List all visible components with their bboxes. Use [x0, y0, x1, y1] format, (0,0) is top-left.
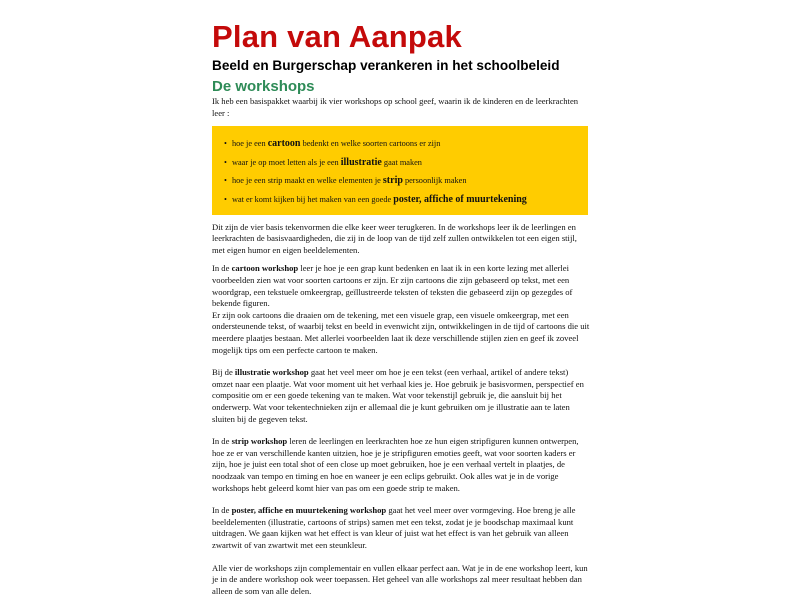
- spacer: [212, 356, 590, 367]
- label-strip-workshop: strip workshop: [231, 436, 288, 447]
- spacer: [212, 494, 590, 505]
- paragraph-cartoon-workshop: In de cartoon workshop leer je hoe je een grap kunt bedenken en laat ik in een korte lezing met allerlei voorbeelden zien wat voor soorten cartoons er zijn. Er zijn cartoons die zijn gebaseerd op tekst, met een woordgrap, een tekstuele omkeergrap, geïllustreerde teksten of teksten die gebaseerd zijn op gezegdes of bekende figuren.: [212, 263, 573, 309]
- emphasis-poster: poster, affiche of muurtekening: [393, 193, 527, 205]
- emphasis-cartoon: cartoon: [267, 138, 301, 150]
- paragraph-illustratie-workshop: Bij de illustratie workshop gaat het veel meer om hoe je een tekst (een verhaal, artikel of andere tekst) omzet naar een plaatje. Wat voor moment uit het verhaal kies je. Hoe gebruik je basisvormen, perspectief en compositie om er een goede tekening van te maken. Wat voor tekenstijl gebruik je, die aansluit bij het onderwerp. Wat voor tekentechnieken zijn er allemaal die je kunt gebruiken om je illustratie aan te laten sluiten bij de gegeven tekst.: [212, 367, 584, 424]
- bullet-icon: •: [224, 176, 227, 186]
- label-poster-workshop: poster, affiche en muurtekening workshop: [231, 505, 387, 516]
- bullet-icon: •: [224, 157, 227, 167]
- paragraph-cartoon-extra: Er zijn ook cartoons die draaien om de tekening, met een visuele grap, een visuele omkeergrap, met een ondersteunende tekst, of waarbij tekst en beeld in evenwicht zijn, ontwikkelingen in de tijd of cartoons die uit meerdere plaatjes bestaan. Met allerlei voorbeelden laat ik deze verschillende stijlen zien en geef ik zoveel mogelijk tips om een perfecte cartoon te maken.: [212, 309, 590, 355]
- section-heading-workshops: De workshops: [212, 78, 315, 95]
- paragraph-poster-workshop: In de poster, affiche en muurtekening workshop gaat het veel meer over vormgeving. Hoe breng je alle beeldelementen (illustratie, cartoons of strips) samen met een tekst, zodat je je boodschap maximaal kunt uitdragen. We gaan kijken wat het effect is van kleur of juist wat het effect is van het gebruik van alleen zwartwit of van zwartwit met een steunkleur.: [212, 505, 576, 550]
- paragraph-conclusion: Alle vier de workshops zijn complementair en vullen elkaar perfect aan. Wat je in de ene workshop leert, kun je in de andere workshop ook weer toepassen. Het geheel van alle workshops zal meer resultaat hebben dan alleen de som van alle delen.: [212, 562, 588, 596]
- document-page: [212, 20, 590, 597]
- workshops-list: [224, 138, 582, 206]
- page-subtitle: Beeld en Burgerschap verankeren in het schoolbeleid: [212, 58, 560, 73]
- paragraph-basis: Dit zijn de vier basis tekenvormen die elke keer weer terugkeren. In de workshops leer ik de leerlingen en leerkrachten de basisvaardigheden, die zij in de loop van de tijd zelf zullen ontwikkelen tot een eigen stijl, met eigen humor en eigen beeldelementen.: [212, 221, 577, 255]
- page-title: Plan van Aanpak: [212, 19, 462, 54]
- emphasis-strip: strip: [382, 175, 403, 187]
- spacer: [212, 552, 590, 563]
- workshops-highlight-box: [212, 126, 588, 215]
- spacer: [212, 425, 590, 436]
- spacer: [212, 256, 590, 263]
- label-cartoon-workshop: cartoon workshop: [231, 263, 299, 274]
- intro-paragraph: Ik heb een basispakket waarbij ik vier workshops op school geef, waarin ik de kinderen en de leerkrachten leer :: [212, 96, 579, 118]
- label-illustratie-workshop: illustratie workshop: [234, 367, 309, 378]
- list-item-illustratie: • waar je op moet letten als je een illustratie gaat maken: [224, 156, 422, 168]
- bullet-icon: •: [224, 139, 227, 149]
- emphasis-illustratie: illustratie: [340, 156, 382, 168]
- spacer: [212, 215, 590, 222]
- list-item-cartoon: • hoe je een cartoon bedenkt en welke soorten cartoons er zijn: [224, 138, 441, 150]
- list-item-poster: • wat er komt kijken bij het maken van een goede poster, affiche of muurtekening: [224, 193, 527, 205]
- list-item-strip: • hoe je een strip maakt en welke elementen je strip persoonlijk maken: [224, 175, 467, 187]
- bullet-icon: •: [224, 194, 227, 204]
- paragraph-strip-workshop: In de strip workshop leren de leerlingen en leerkrachten hoe ze hun eigen stripfiguren kunnen ontwerpen, hoe ze er van verschillende kanten uitzien, hoe je je stripfiguren emoties geeft, wat voor soorten kaders er zijn, hoe je juist een total shot of een close up moet gebruiken, hoe je een verhaal vertelt in plaatjes, de noodzaak van tempo en timing en hoe en waneer je een eclips gebruikt. Ook alles wat je in de vorige workshops hebt geleerd komt hier van pas om een goede strip te maken.: [212, 436, 579, 493]
